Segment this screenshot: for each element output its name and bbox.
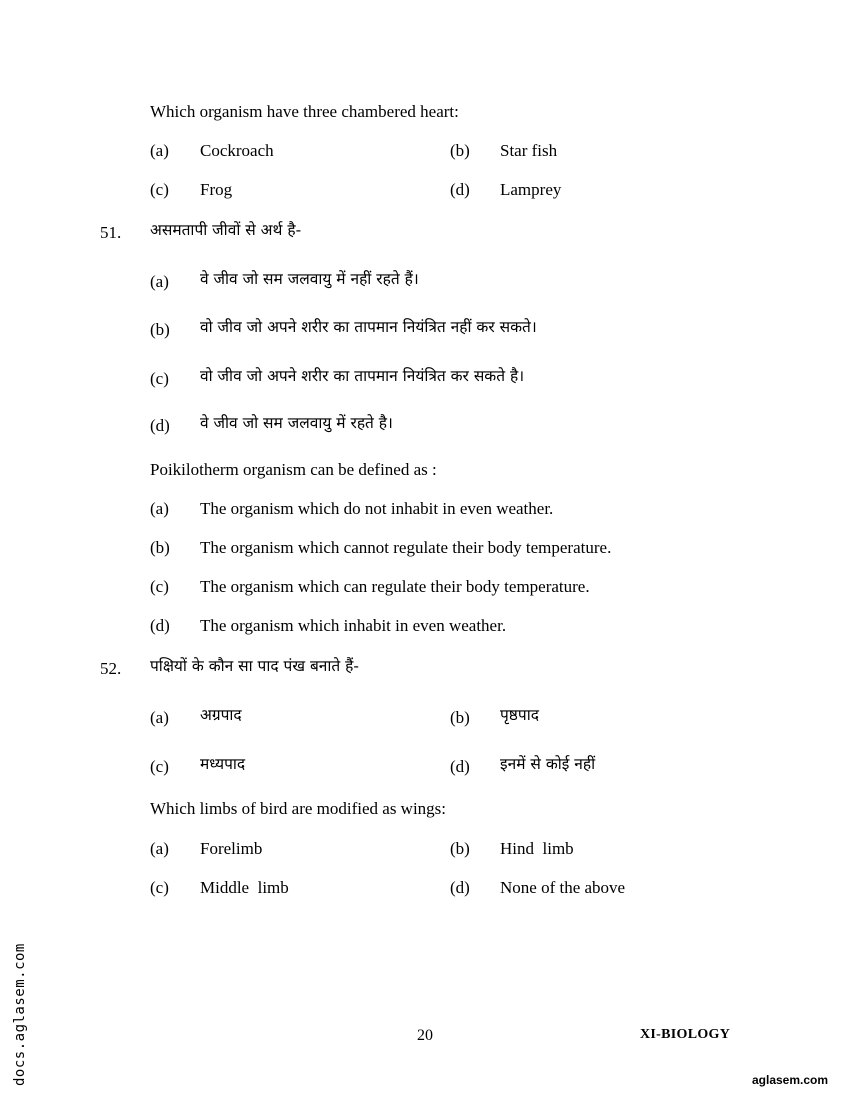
page-number: 20 [417, 1027, 433, 1044]
option-label: (a) [150, 499, 169, 518]
option-label: (d) [450, 180, 470, 199]
option-text: पृष्ठपाद [500, 706, 539, 724]
option-text: मध्यपाद [200, 755, 246, 773]
option-text: Cockroach [200, 141, 274, 160]
brand-watermark: aglasem.com [752, 1073, 829, 1087]
option-label: (d) [450, 757, 470, 776]
subject-title: XI-BIOLOGY [640, 1027, 731, 1042]
option-label: (b) [450, 141, 470, 160]
option-label: (c) [150, 878, 169, 897]
option-text: Forelimb [200, 839, 263, 858]
option-label: (b) [450, 708, 470, 727]
question-number: 52. [100, 659, 122, 678]
question-text: Poikilotherm organism can be defined as : [150, 460, 437, 479]
option-text: None of the above [500, 878, 626, 897]
option-label: (d) [150, 616, 170, 635]
option-text: वो जीव जो अपने शरीर का तापमान नियंत्रित कर सकते है। [200, 367, 525, 385]
option-label: (b) [450, 839, 470, 858]
option-label: (a) [150, 272, 169, 291]
question-text: पक्षियों के कौन सा पाद पंख बनाते हैं- [150, 657, 360, 675]
option-label: (c) [150, 369, 169, 388]
option-label: (c) [150, 180, 169, 199]
option-label: (b) [150, 538, 170, 557]
question-number: 51. [100, 223, 122, 242]
option-label: (d) [450, 878, 470, 897]
option-text: The organism which inhabit in even weather. [200, 616, 507, 635]
option-label: (a) [150, 141, 169, 160]
option-label: (c) [150, 577, 169, 596]
option-text: Star fish [500, 141, 558, 160]
side-watermark: docs.aglasem.com [12, 943, 28, 1086]
option-label: (c) [150, 757, 169, 776]
option-text: वे जीव जो सम जलवायु में नहीं रहते हैं। [200, 270, 419, 288]
option-text: Hind limb [500, 839, 574, 858]
option-label: (b) [150, 320, 170, 339]
option-text: Frog [200, 180, 233, 199]
question-text: असमतापी जीवों से अर्थ है- [150, 221, 302, 239]
option-label: (d) [150, 416, 170, 435]
option-label: (a) [150, 708, 169, 727]
question-text: Which limbs of bird are modified as wings: [150, 799, 447, 818]
option-text: Middle limb [200, 878, 289, 897]
question-text: Which organism have three chambered heart: [150, 102, 459, 121]
option-text: अग्रपाद [200, 706, 242, 724]
option-text: The organism which can regulate their body temperature. [200, 577, 590, 596]
option-text: वे जीव जो सम जलवायु में रहते है। [200, 414, 393, 432]
option-text: वो जीव जो अपने शरीर का तापमान नियंत्रित नहीं कर सकते। [200, 318, 537, 336]
option-text: The organism which do not inhabit in even weather. [200, 499, 554, 518]
option-text: Lamprey [500, 180, 562, 199]
option-text: The organism which cannot regulate their body temperature. [200, 538, 612, 557]
option-text: इनमें से कोई नहीं [500, 755, 596, 773]
option-label: (a) [150, 839, 169, 858]
